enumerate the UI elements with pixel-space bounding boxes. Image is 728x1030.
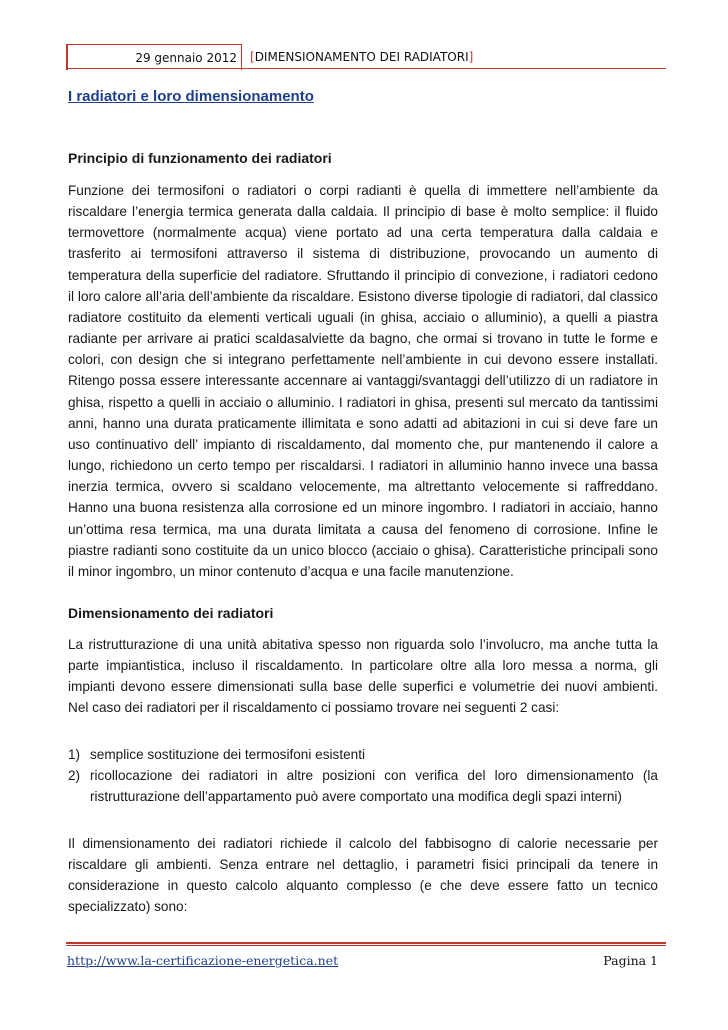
section-paragraph-dimensionamento: La ristrutturazione di una unità abitativa spesso non riguarda solo l’involucro, ma anche tutta la parte impiantistica, incluso il riscaldamento. In particolare oltre alla loro messa a norma, gli impianti devono essere dimensionati sulla base delle superfici e volumetrie dei nuovi ambienti. Nel caso dei radiatori per il riscaldamento ci possiamo trovare nei seguenti 2 casi: bbox=[68, 637, 658, 716]
header-title bbox=[250, 44, 473, 70]
header-date: 29 gennaio 2012 bbox=[66, 44, 242, 70]
list-item-text: ricollocazione dei radiatori in altre posizioni con verifica del loro dimensionamento (la ristrutturazione dell’appartamento può avere comportato una modifica degli spazi interni) bbox=[90, 768, 658, 805]
header-rule bbox=[66, 68, 666, 69]
list-item bbox=[68, 765, 658, 807]
list-item bbox=[68, 744, 658, 765]
header-bracket-close: ] bbox=[468, 50, 474, 64]
footer-website-link[interactable]: http://www.la-certificazione-energetica.net bbox=[67, 953, 339, 968]
list-item-number: 2) bbox=[68, 768, 81, 784]
section-paragraph-fabbisogno: Il dimensionamento dei radiatori richiede il calcolo del fabbisogno di calorie necessarie per riscaldare gli ambienti. Senza entrare nel dettaglio, i parametri fisici principali da tenere in considerazione in questo calcolo alquanto complesso (e che deve essere fatto un tecnico specializzato) sono: bbox=[68, 836, 658, 915]
header-title-text: DIMENSIONAMENTO DEI RADIATORI bbox=[254, 50, 469, 64]
list-item-text: semplice sostituzione dei termosifoni esistenti bbox=[90, 747, 366, 762]
section-heading-dimensionamento: Dimensionamento dei radiatori bbox=[68, 605, 274, 621]
page-header bbox=[66, 44, 666, 70]
section-heading-principio: Principio di funzionamento dei radiatori bbox=[68, 150, 332, 166]
footer-page-number: Pagina 1 bbox=[603, 953, 658, 968]
document-title: I radiatori e loro dimensionamento bbox=[68, 88, 314, 105]
section-paragraph-principio: Funzione dei termosifoni o radiatori o corpi radianti è quella di immettere nell’ambiente da riscaldare l’energia termica generata dalla caldaia. Il principio di base è molto semplice: il fluido termovettore (normalmente acqua) viene portato ad una certa temperatura dalla caldaia e trasferito ai termosifoni attraverso il sistema di distribuzione, provocando un aumento di temperatura della superficie del radiatore. Sfruttando il principio di convezione, i radiatori cedono il loro calore all’aria dell’ambiente da riscaldare. Esistono diverse tipologie di radiatori, dal classico radiatore costituito da elementi verticali uguali (in ghisa, acciaio o alluminio), a quelli a piastra radiante per arrivare ai pratici scaldasalviette da bagno, che ormai si trovano in tutte le forme e colori, con design che si integrano perfettamente nell’ambiente in cui devono essere installati. Ritengo possa essere interessante accennare ai vantaggi/svantaggi dell’utilizzo di un radiatore in ghisa, rispetto a quelli in acciaio o alluminio. I radiatori in ghisa, presenti sul mercato da tantissimi anni, hanno una durata praticamente illimitata e sono adatti ad abitazioni in cui si deve fare un uso continuativo dell’ impianto di riscaldamento, dal momento che, pur mantenendo il calore a lungo, richiedono un certo tempo per riscaldarsi. I radiatori in alluminio hanno invece una bassa inerzia termica, ovvero si scaldano velocemente, ma altrettanto velocemente si raffreddano. Hanno una buona resistenza alla corrosione ed un minore ingombro. I radiatori in acciaio, hanno un’ottima resa termica, ma una durata limitata a causa del fenomeno di corrosione. Infine le piastre radianti sono costituite da un unico blocco (acciaio o ghisa). Caratteristiche principali sono il minor ingombro, un minor contenuto d’acqua e una facile manutenzione. bbox=[68, 183, 658, 579]
footer-rule bbox=[66, 942, 666, 944]
footer-rule-thin bbox=[66, 945, 666, 946]
header-bracket-open: [ bbox=[250, 50, 255, 64]
list-item-number: 1) bbox=[68, 747, 81, 762]
cases-list bbox=[68, 744, 658, 807]
